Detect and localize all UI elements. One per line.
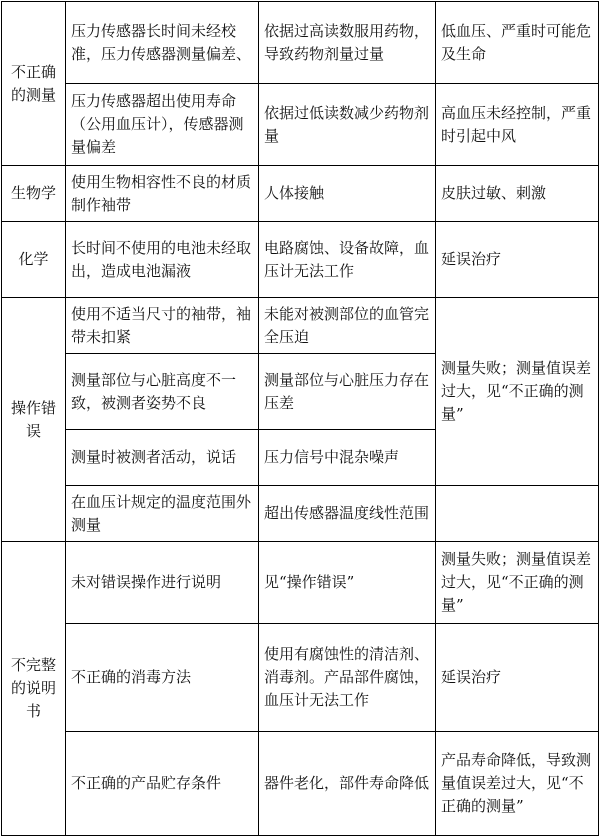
effect-cell: 依据过高读数服用药物，导致药物剂量过量	[259, 2, 436, 84]
harm-cell: 低血压、严重时可能危及生命	[436, 2, 599, 84]
harm-cell: 产品寿命降低，导致测量值误差过大，见“不正确的测量”	[436, 732, 599, 836]
cause-cell: 不正确的产品贮存条件	[66, 732, 259, 836]
effect-cell: 见“操作错误”	[259, 542, 436, 624]
table-row	[2, 84, 599, 166]
table-row	[2, 166, 599, 222]
effect-cell: 压力信号中混杂噪声	[259, 430, 436, 486]
risk-analysis-table	[1, 1, 599, 836]
cause-cell: 在血压计规定的温度范围外测量	[66, 486, 259, 542]
effect-cell: 人体接触	[259, 166, 436, 222]
effect-cell: 依据过低读数减少药物剂量	[259, 84, 436, 166]
effect-cell: 测量部位与心脏压力存在压差	[259, 354, 436, 430]
empty-harm-cell	[436, 486, 599, 542]
hazard-category-cell: 生物学	[2, 166, 66, 222]
effect-cell: 超出传感器温度线性范围	[259, 486, 436, 542]
harm-cell: 高血压未经控制，严重时引起中风	[436, 84, 599, 166]
cause-cell: 测量部位与心脏高度不一致，被测者姿势不良	[66, 354, 259, 430]
cause-cell: 长时间不使用的电池未经取出，造成电池漏液	[66, 222, 259, 298]
table-row	[2, 298, 599, 354]
table-row	[2, 624, 599, 732]
cause-cell: 压力传感器超出使用寿命（公用血压计），传感器测量偏差	[66, 84, 259, 166]
effect-cell: 器件老化，部件寿命降低	[259, 732, 436, 836]
table-row	[2, 222, 599, 298]
cause-cell: 未对错误操作进行说明	[66, 542, 259, 624]
effect-cell: 电路腐蚀、设备故障，血压计无法工作	[259, 222, 436, 298]
cause-cell: 使用不适当尺寸的袖带，袖带未扣紧	[66, 298, 259, 354]
harm-cell: 测量失败；测量值误差过大，见“不正确的测量”	[436, 298, 599, 486]
cause-cell: 不正确的消毒方法	[66, 624, 259, 732]
hazard-category-cell: 化学	[2, 222, 66, 298]
table-row	[2, 2, 599, 84]
table-row	[2, 542, 599, 624]
effect-cell: 使用有腐蚀性的清洁剂、消毒剂。产品部件腐蚀，血压计无法工作	[259, 624, 436, 732]
hazard-category-cell: 不完整的说明书	[2, 542, 66, 836]
cause-cell: 压力传感器长时间未经校准，压力传感器测量偏差、	[66, 2, 259, 84]
effect-cell: 未能对被测部位的血管完全压迫	[259, 298, 436, 354]
harm-cell: 延误治疗	[436, 624, 599, 732]
cause-cell: 使用生物相容性不良的材质制作袖带	[66, 166, 259, 222]
harm-cell: 测量失败；测量值误差过大，见“不正确的测量”	[436, 542, 599, 624]
harm-cell: 延误治疗	[436, 222, 599, 298]
hazard-category-cell: 不正确的测量	[2, 2, 66, 166]
table-row	[2, 486, 599, 542]
table-row	[2, 732, 599, 836]
cause-cell: 测量时被测者活动，说话	[66, 430, 259, 486]
hazard-category-cell: 操作错误	[2, 298, 66, 542]
harm-cell: 皮肤过敏、刺激	[436, 166, 599, 222]
